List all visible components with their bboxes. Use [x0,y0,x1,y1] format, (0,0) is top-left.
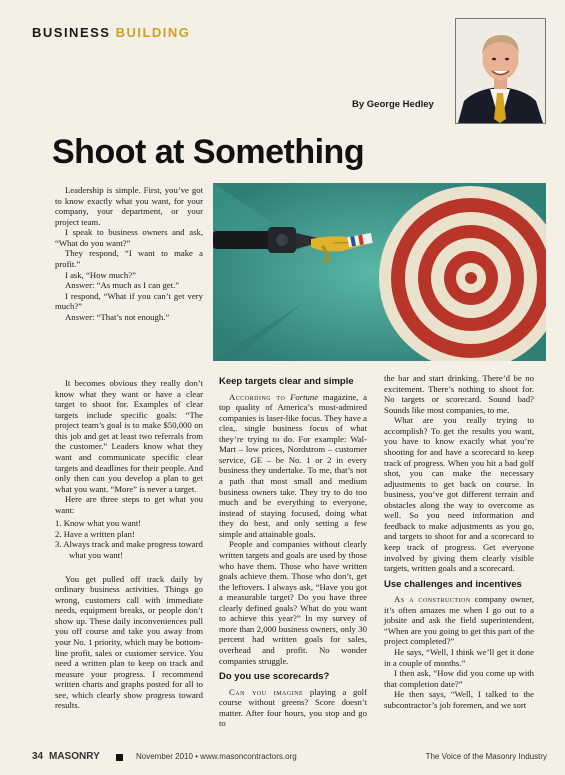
page-number: 34 [32,751,44,762]
middle-column [219,371,367,729]
byline: By George Hedley [352,99,434,110]
intro-paragraph: I speak to business owners and ask, “What do you want?” [55,227,203,248]
body-paragraph: I then ask, “How did you come up with that completion date?” [384,668,534,689]
body-paragraph: It becomes obvious they really don’t know what they want or have a clear target to shoot for. Examples of clear targets include specific goals: “The project team’s goal is to make $50,000 on this job and get at least two referrals from the customer.” Leaders know what they want and communicate specific clear targets and deadlines for their people. And only then can you develop a plan to get what you want. “More” is never a target. [55,378,203,494]
list-item: 1. Know what you want! [55,518,142,529]
section-label-first: BUSINESS [32,25,111,40]
intro-paragraph: Leadership is simple. First, you’ve got to know exactly what you want, for your company, your department, or your project team. [55,185,203,227]
subhead-challenges: Use challenges and incentives [384,578,522,590]
section-label [32,25,190,40]
lead-in: As a construction [394,594,471,605]
intro-paragraph: I ask, “How much?” [65,269,136,280]
page-footer [32,752,547,766]
body-paragraph: Here are three steps to get what you want: [55,494,203,515]
left-column [55,378,203,711]
body-paragraph [384,594,534,647]
intro-paragraph: Answer: “That’s not enough.” [65,311,170,322]
subhead-keep-targets: Keep targets clear and simple [219,376,354,387]
intro-paragraph: They respond, “I want to make a profit.” [55,248,203,269]
body-paragraph: He then says, “Well, I talked to the subcontractor’s job foremen, and we sort [384,689,534,710]
body-paragraph [219,687,367,729]
body-paragraph: the bar and start drinking. There’d be no excitement. There’s nothing to shoot for. No targets or scorecard. Sound bad? Sounds like most companies, to me. [384,373,534,415]
paragraph-text: playing a golf course without greens? Score doesn’t matter. After four hours, you stop and go to [219,686,367,729]
issue-info: November 2010 • www.masoncontractors.org [136,752,297,761]
author-photo [455,18,546,124]
lead-in: According to [229,391,286,402]
magazine-tagline: The Voice of the Masonry Industry [425,752,547,761]
intro-paragraph: Answer: “As much as I can get.” [65,280,180,291]
body-paragraph: People and companies without clearly written targets and goals are used by those who have them. Those who have written goals achieve them. Those who don’t, get the leftovers. I always ask, “Have you got a measurable target? Do you have three clearly defined goals? What do you want to achieve this year?” In my survey of more than 2,000 business owners, only 30 percent had written goals for sales, overhead and profit. No wonder companies struggle. [219,539,367,666]
body-paragraph: He says, “Well, I think we’ll get it done in a couple of months.” [384,647,534,668]
section-label-second: BUILDING [115,25,191,40]
italic-title: Fortune [290,391,319,402]
paragraph-text: company owner, it’s often amazes me when I go out to a jobsite and ask the field superintendent, “When are you going to get this part of the project completed?” [384,594,534,647]
subhead-scorecards: Do you use scorecards? [219,671,330,683]
lead-in: Can you imagine [229,686,304,697]
right-column [384,373,534,710]
intro-paragraph: I respond, “What if you can’t get very much?” [55,290,203,312]
body-paragraph [219,392,367,540]
list-item: 2. Have a written plan! [55,528,135,539]
steps-list [55,518,203,560]
magazine-name: MASONRY [49,751,100,762]
list-item: 3. Always track and make progress toward what you want! [55,539,203,560]
body-paragraph: What are you really trying to accomplish? To get the results you want, you have to know exactly what you’re shooting for and have a scorecard to keep track of progress. When you hit a bad golf shot, you can make the necessary adjustments to get back on course. In business, you’ve got different terrain and obstacles along the way to overcome as well. So you need information and feedback to make adjustments as you go, and targets to shoot for and a scorecard to keep track of progress. Get everyone involved by giving them clearly visible targets, written goals and a scorecard. [384,415,534,574]
intro-column [55,185,203,322]
article-title: Shoot at Something [52,133,365,171]
square-bullet-icon [116,754,123,761]
paragraph-text: magazine, a top quality of America’s most-admired companies is laser-like focus. They have a clea,. single business focus of what they’re trying to do. For example: Wal-Mart – low prices, Nordstrom – customer service, GE – be No. 1 or 2 in every business they undertake. To me, that’s not a path that most small and medium business owners take. They try to do too much and be everything to everyone, instead of staying focused, doing what they do best, and only setting a few simple and attainable goals. [219,391,367,539]
body-paragraph: You get pulled off track daily by ordinary business activities. Things go wrong, customers call with immediate needs, equipment breaks, or people don’t show up. These daily inconveniences pull you off course and take you away from your No. 1 priority, which may be bottom-line profit, sales or customer service. You need a written plan to keep on track and measure your progress. I recommend written charts and graphs posted for all to see, which clearly show progress toward results. [55,573,203,711]
target-illustration [213,183,546,361]
